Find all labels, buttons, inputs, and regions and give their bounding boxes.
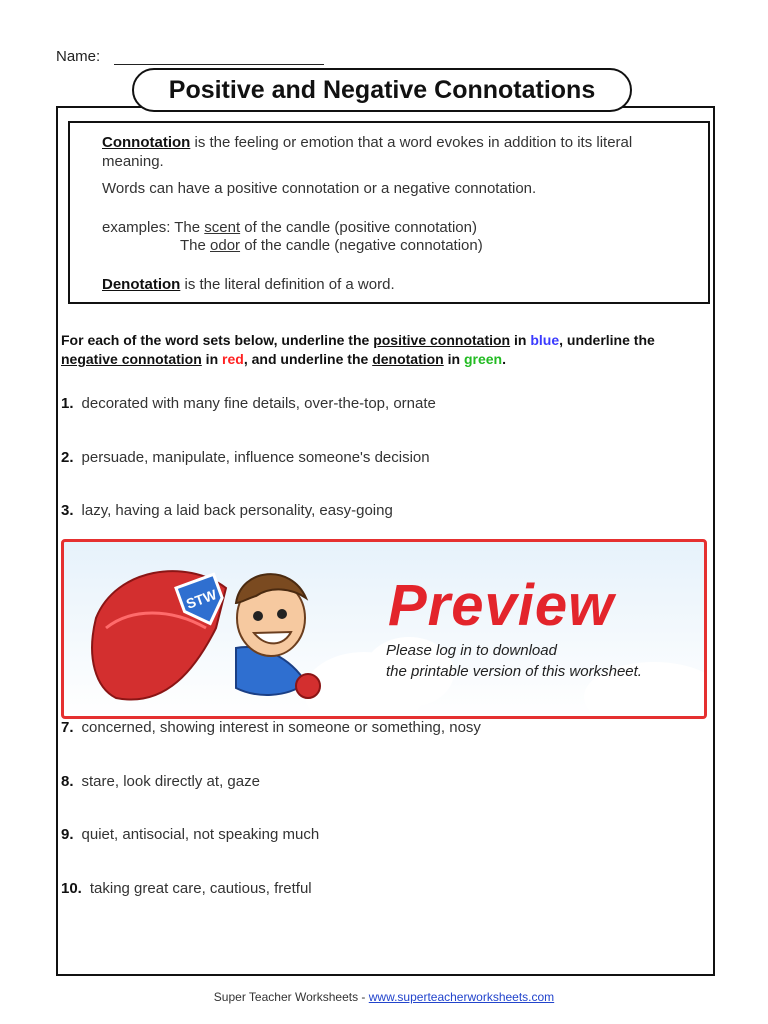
name-label: Name: [56,48,101,65]
instructions-part3: , and underline the [243,351,373,367]
example-positive [102,219,477,236]
instructions-blue: blue [530,332,560,348]
instructions-negative: negative connotation [61,351,202,367]
preview-banner[interactable] [61,539,707,719]
item-text: quiet, antisocial, not speaking much [81,826,320,843]
preview-title: Preview [388,573,615,638]
list-item [61,449,430,466]
example-negative-prefix: The [180,237,211,254]
instructions-part1: For each of the word sets below, underline the [61,332,374,348]
list-item [61,502,393,519]
list-item [61,719,481,736]
item-number: 2. [61,449,74,466]
name-row [56,48,324,65]
instructions-part2: , underline the [559,332,655,348]
instructions-green: green [463,351,503,367]
instructions-in1: in [510,332,531,348]
list-item [61,880,312,897]
example-negative [180,237,483,254]
item-number: 10. [61,880,82,897]
preview-line-2: the printable version of this worksheet. [386,663,642,680]
item-text: decorated with many fine details, over-the-top, ornate [81,395,436,412]
instructions-in3: in [443,351,464,367]
item-text: stare, look directly at, gaze [81,773,260,790]
superhero-mascot-icon [76,548,376,718]
instructions-denotation: denotation [372,351,444,367]
list-item [61,395,436,412]
instructions-end: . [502,351,506,367]
instructions-positive: positive connotation [373,332,511,348]
definition-box [68,121,710,304]
footer [0,990,768,1004]
list-item [61,773,260,790]
page-title: Positive and Negative Connotations [132,68,632,112]
instructions-in2: in [201,351,223,367]
item-number: 3. [61,502,74,519]
example-negative-suffix: of the candle (negative connotation) [240,237,483,254]
item-text: concerned, showing interest in someone or something, nosy [81,719,481,736]
list-item [61,826,319,843]
example-word-odor: odor [210,237,241,254]
item-text: lazy, having a laid back personality, easy-going [81,502,393,519]
instructions-red: red [222,351,244,367]
item-number: 8. [61,773,74,790]
connotation-term: Connotation [102,134,191,151]
connotation-definition [102,133,692,171]
item-text: taking great care, cautious, fretful [89,880,312,897]
hero-badge-text: STW [183,586,219,612]
example-positive-suffix: of the candle (positive connotation) [240,219,477,236]
item-number: 9. [61,826,74,843]
preview-line-1: Please log in to download [386,642,557,659]
item-number: 1. [61,395,74,412]
denotation-definition [102,276,395,293]
item-number: 7. [61,719,74,736]
denotation-text: is the literal definition of a word. [180,276,395,293]
name-line[interactable] [114,50,324,65]
footer-text: Super Teacher Worksheets - [213,990,369,1004]
item-text: persuade, manipulate, influence someone's decision [81,449,430,466]
footer-link[interactable]: www.superteacherworksheets.com [368,990,555,1004]
example-word-scent: scent [204,219,241,236]
example-positive-prefix: examples: The [102,219,205,236]
connotation-text: is the feeling or emotion that a word evokes in addition to its literal meaning. [102,134,633,170]
denotation-term: Denotation [102,276,181,293]
instructions [61,331,711,369]
words-statement: Words can have a positive connotation or a negative connotation. [102,180,537,197]
